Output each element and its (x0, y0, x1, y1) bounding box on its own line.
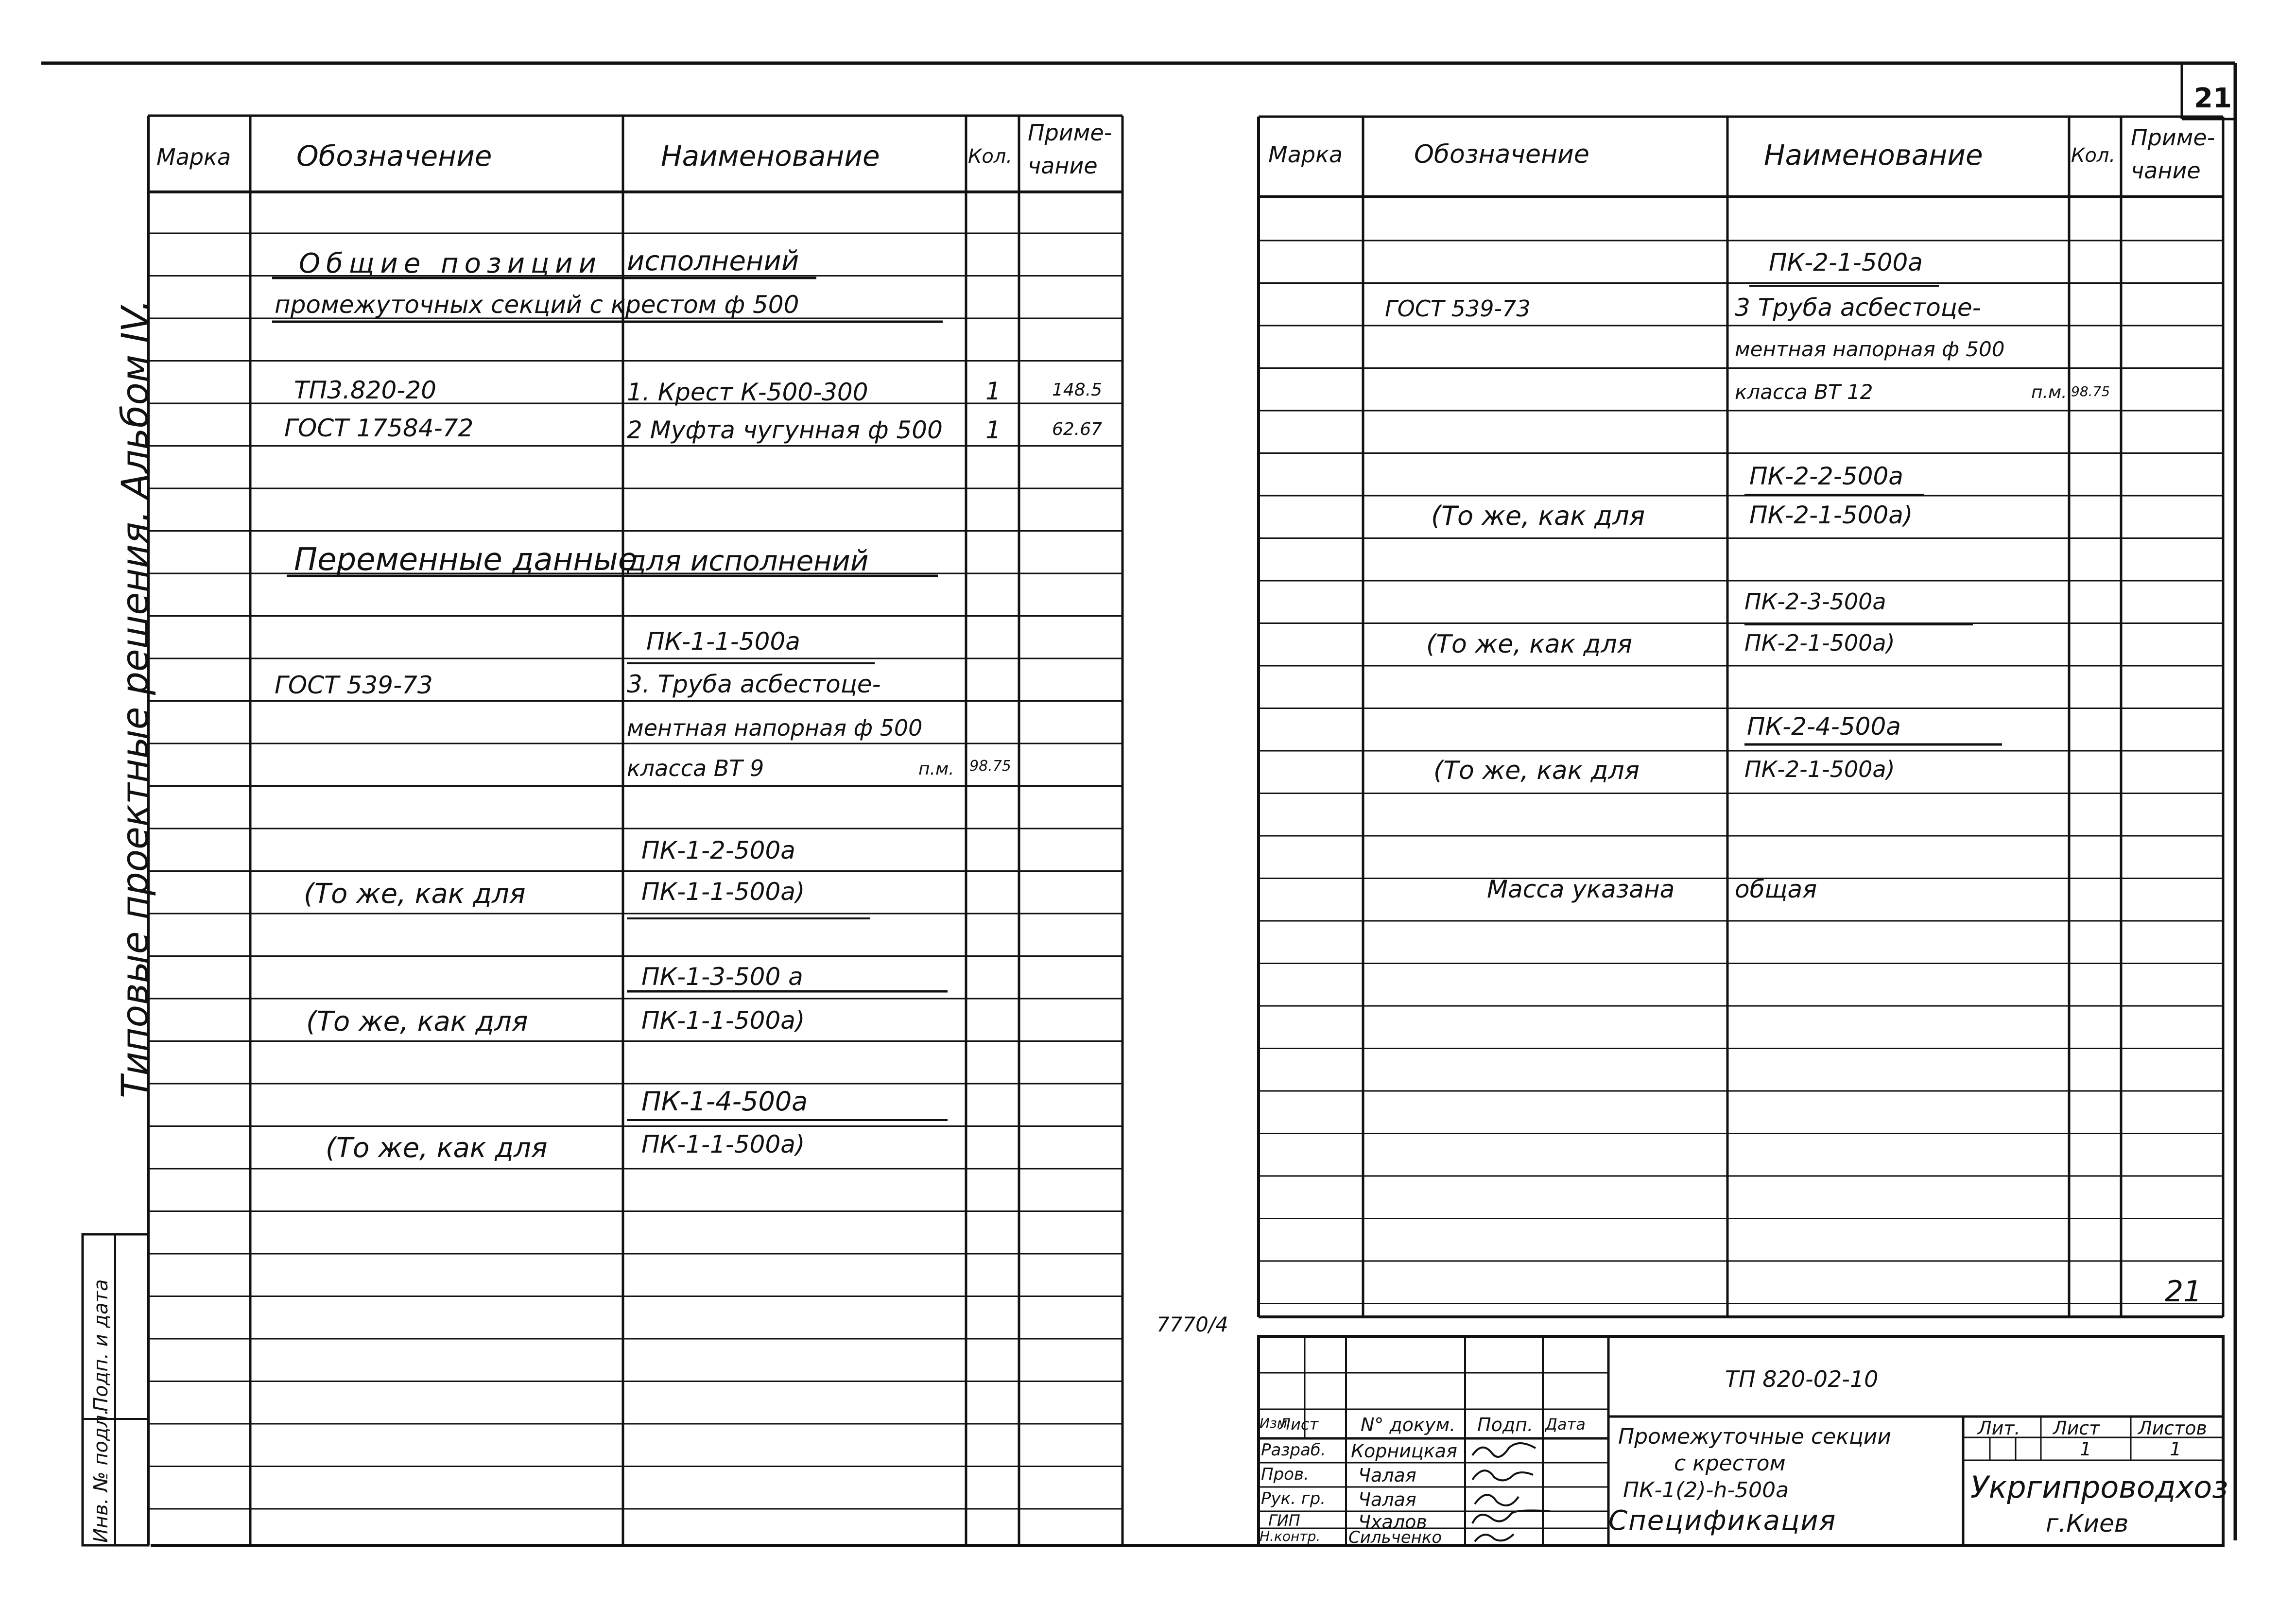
r2-oboznachenie: ГОСТ 17584-72 (284, 414, 474, 442)
side-stamp-inv: Инв. № подл. (90, 1409, 112, 1543)
role-2: Пров. (1261, 1465, 1309, 1484)
pk-2-2-heading: ПК-2-2-500а (1749, 462, 1903, 490)
name-5: Сильченко (1348, 1528, 1442, 1547)
pk-1-1-pipe-unit: п.м. (918, 759, 954, 779)
pk-1-2-heading: ПК-1-2-500а (641, 836, 795, 864)
col-data: Дата (1545, 1415, 1586, 1434)
same-as-2: (То же, как для (306, 1006, 528, 1037)
variable-data-a: Переменные данные (294, 542, 638, 578)
right-header-oboznachenie: Обозначение (1414, 140, 1589, 169)
pk-2-1-pipe-kol: 98.75 (2071, 383, 2110, 399)
listov-value: 1 (2170, 1438, 2182, 1460)
list-value: 1 (2080, 1438, 2092, 1460)
pk-1-1-pipe-kol: 98.75 (969, 758, 1011, 775)
same-as-3-ref: ПК-1-1-500а) (641, 1130, 805, 1158)
pk-2-1-pipe-1: 3 Труба асбестоце- (1735, 294, 1981, 322)
pk-1-1-heading: ПК-1-1-500а (646, 627, 800, 656)
pk-2-4-heading: ПК-2-4-500а (1747, 712, 1901, 741)
general-positions-a: Общие позиции (299, 248, 602, 279)
col-doc: N° докум. (1361, 1414, 1456, 1435)
title-line-4: Спецификация (1608, 1505, 1837, 1537)
name-3: Чалая (1358, 1489, 1416, 1510)
pk-1-1-pipe-2: ментная напорная ф 500 (627, 715, 923, 741)
same-as-r2-ref: ПК-2-1-500а) (1744, 630, 1895, 656)
right-header-naimenovanie: Наименование (1764, 138, 1983, 172)
r1-kol: 1 (985, 377, 1001, 405)
page-number: 21 (2194, 83, 2232, 114)
left-header-naimenovanie: Наименование (661, 139, 880, 173)
col-izm: Изм (1260, 1415, 1287, 1431)
name-4: Чхалов (1358, 1511, 1427, 1533)
title-line-3: ПК-1(2)-h-500а (1623, 1478, 1789, 1503)
pk-2-3-heading: ПК-2-3-500а (1744, 588, 1886, 615)
pk-2-1-pipe-2: ментная напорная ф 500 (1735, 337, 2005, 361)
pk-1-1-oboznachenie: ГОСТ 539-73 (275, 671, 433, 699)
title-line-2: с крестом (1674, 1451, 1786, 1476)
same-as-r1-ref: ПК-2-1-500а) (1749, 501, 1913, 529)
mass-note-b: общая (1735, 875, 1817, 903)
r2-prim: 62.67 (1052, 419, 1103, 439)
doc-code: ТП 820-02-10 (1725, 1366, 1879, 1392)
role-1: Разраб. (1261, 1440, 1326, 1460)
name-2: Чалая (1358, 1465, 1416, 1486)
r2-name: 2 Муфта чугунная ф 500 (627, 416, 943, 444)
pk-2-1-pipe-unit: п.м. (2031, 382, 2067, 402)
general-positions-c: промежуточных секций с крестом ф 500 (275, 291, 799, 319)
role-5: Н.контр. (1260, 1528, 1321, 1544)
r1-name: 1. Крест К-500-300 (627, 378, 868, 406)
right-header-prim-1: Приме- (2131, 124, 2215, 151)
listov-label: Листов (2138, 1417, 2207, 1439)
left-header-marka: Марка (156, 144, 231, 170)
general-positions-b: исполнений (627, 245, 799, 277)
same-as-r3-ref: ПК-2-1-500а) (1744, 756, 1895, 782)
left-header-kol: Кол. (968, 145, 1013, 168)
pk-1-4-heading: ПК-1-4-500а (641, 1086, 808, 1117)
organization: Укргипроводхоз (1970, 1469, 2228, 1505)
same-as-r2: (То же, как для (1426, 630, 1632, 659)
r1-oboznachenie: ТП3.820-20 (294, 376, 436, 404)
right-header-prim-2: чание (2131, 157, 2201, 184)
pk-2-1-pipe-3: класса ВТ 12 (1735, 380, 1873, 404)
same-as-1-ref: ПК-1-1-500а) (641, 878, 805, 906)
mass-note-a: Масса указана (1487, 875, 1675, 903)
lit-label: Лит. (1978, 1417, 2020, 1439)
pk-1-1-pipe-1: 3. Труба асбестоце- (627, 670, 881, 698)
r2-kol: 1 (985, 416, 1001, 444)
role-4: ГИП (1268, 1511, 1300, 1530)
left-header-oboznachenie: Обозначение (296, 139, 492, 173)
left-header-prim-1: Приме- (1028, 120, 1112, 146)
r1-prim: 148.5 (1052, 380, 1103, 400)
same-as-r3: (То же, как для (1433, 756, 1640, 785)
same-as-3: (То же, как для (326, 1132, 548, 1164)
col-podp: Подп. (1477, 1414, 1534, 1435)
same-as-2-ref: ПК-1-1-500а) (641, 1006, 805, 1035)
side-title: Типовые проектные решения. Альбом IV. (113, 299, 156, 1098)
pk-1-3-heading: ПК-1-3-500 а (641, 963, 803, 991)
pk-2-1-oboznachenie: ГОСТ 539-73 (1385, 295, 1531, 322)
role-3: Рук. гр. (1261, 1489, 1326, 1508)
name-1: Корницкая (1351, 1440, 1457, 1462)
left-header-prim-2: чание (1028, 153, 1098, 179)
variable-data-b: для исполнений (627, 544, 869, 577)
pk-1-1-pipe-3: класса ВТ 9 (627, 755, 764, 781)
side-stamp-sign: Подп. и дата (90, 1279, 112, 1412)
center-stamp: 7770/4 (1157, 1313, 1228, 1336)
right-header-kol: Кол. (2071, 144, 2116, 167)
list-label: Лист (2053, 1417, 2100, 1439)
right-header-marka: Марка (1268, 141, 1343, 168)
right-sheet-number: 21 (2165, 1275, 2202, 1309)
same-as-r1: (То же, как для (1431, 501, 1645, 531)
city: г.Киев (2046, 1509, 2129, 1538)
col-list: Лист (1279, 1415, 1319, 1434)
same-as-1: (То же, как для (304, 878, 526, 910)
title-line-1: Промежуточные секции (1618, 1424, 1891, 1449)
pk-2-1-heading: ПК-2-1-500а (1769, 248, 1923, 276)
